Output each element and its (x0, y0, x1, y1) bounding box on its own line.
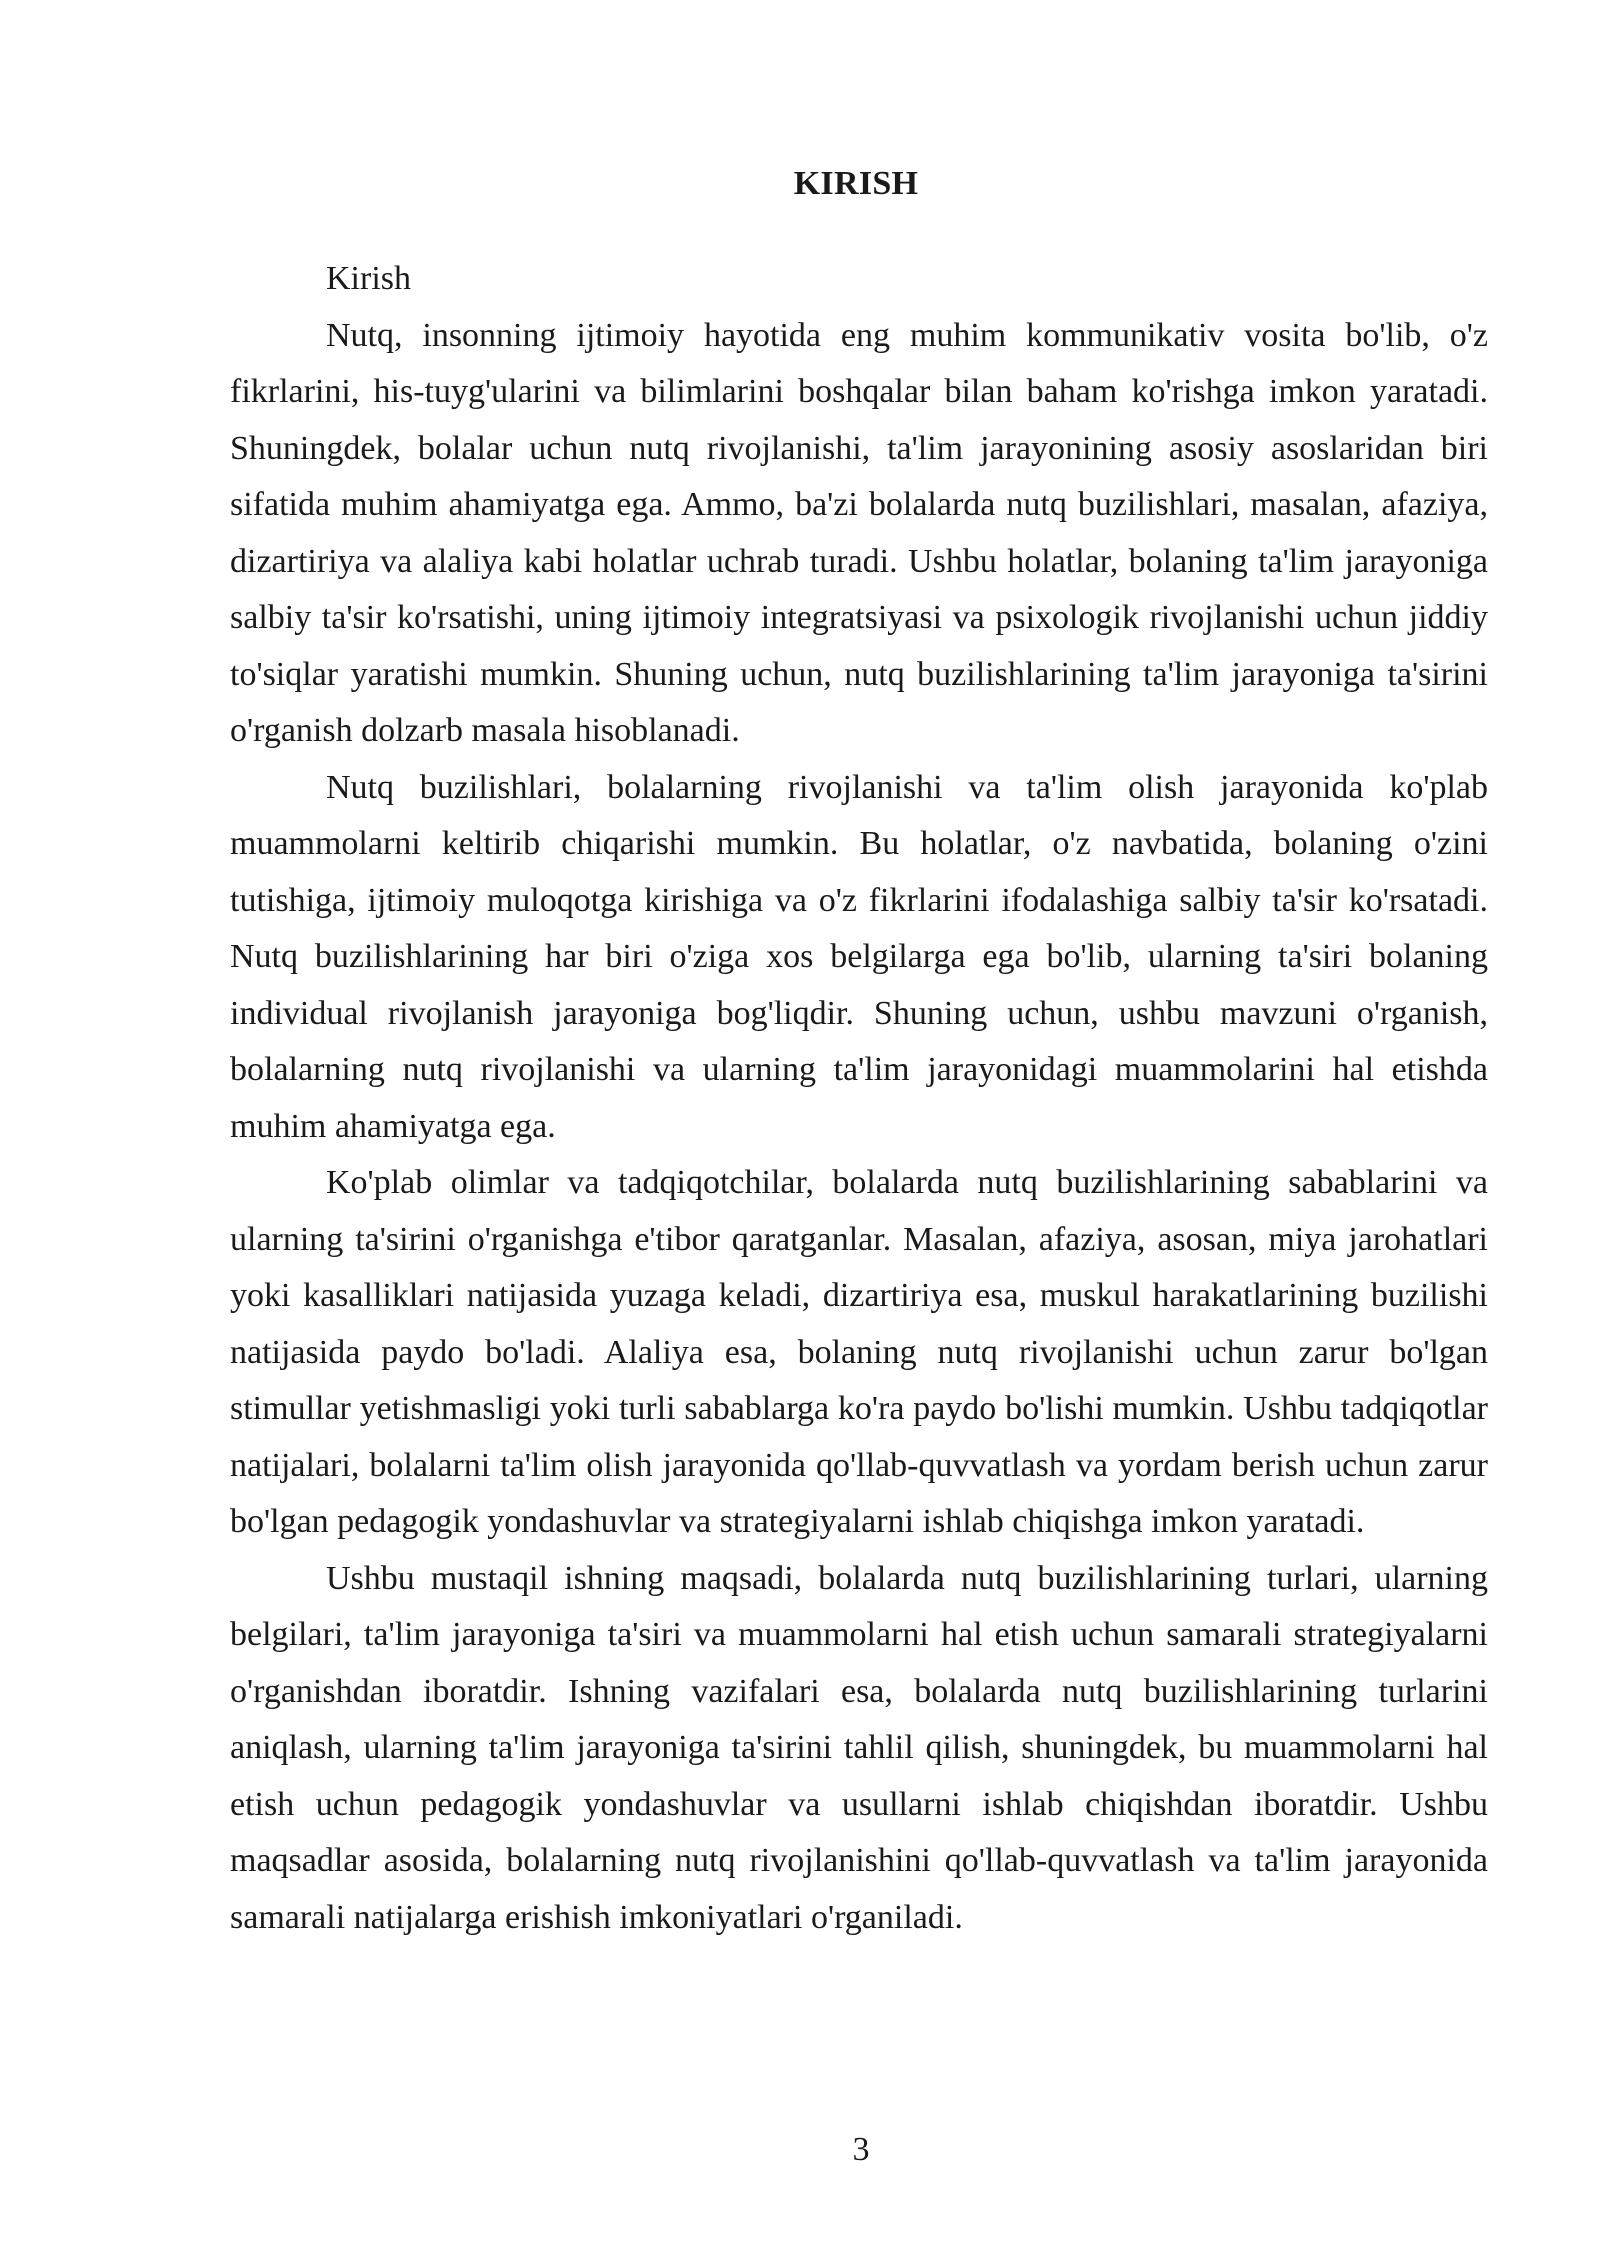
paragraph-1: Nutq, insonning ijtimoiy hayotida eng muhim kommunikativ vosita bo'lib, o'z fikrlarini, his-tuyg'ularini va bilimlarini boshqalar bilan baham ko'rishga imkon yaratadi. Shuningdek, bolalar uchun nutq rivojlanishi, ta'lim jarayonining asosiy asoslaridan biri sifatida muhim ahamiyatga ega. Ammo, ba'zi bolalarda nutq buzilishlari, masalan, afaziya, dizartiriya va alaliya kabi holatlar uchrab turadi. Ushbu holatlar, bolaning ta'lim jarayoniga salbiy ta'sir ko'rsatishi, uning ijtimoiy integratsiyasi va psixologik rivojlanishi uchun jiddiy to'siqlar yaratishi mumkin. Shuning uchun, nutq buzilishlarining ta'lim jarayoniga ta'sirini o'rganish dolzarb masala hisoblanadi. (230, 316, 1488, 749)
paragraph-3: Ko'plab olimlar va tadqiqotchilar, bolalarda nutq buzilishlarining sabablarini va ularning ta'sirini o'rganishga e'tibor qaratganlar. Masalan, afaziya, asosan, miya jarohatlari yoki kasalliklari natijasida yuzaga keladi, dizartiriya esa, muskul harakatlarining buzilishi natijasida paydo bo'ladi. Alaliya esa, bolaning nutq rivojlanishi uchun zarur bo'lgan stimullar yetishmasligi yoki turli sabablarga ko'ra paydo bo'lishi mumkin. Ushbu tadqiqotlar natijalari, bolalarni ta'lim olish jarayonida qo'llab-quvvatlash va yordam berish uchun zarur bo'lgan pedagogik yondashuvlar va strategiyalarni ishlab chiqishga imkon yaratadi. (230, 1164, 1488, 1540)
page-title: KIRISH (793, 165, 919, 202)
paragraph-2: Nutq buzilishlari, bolalarning rivojlanishi va ta'lim olish jarayonida ko'plab muammolarni keltirib chiqarishi mumkin. Bu holatlar, o'z navbatida, bolaning o'zini tutishiga, ijtimoiy muloqotga kirishiga va o'z fikrlarini ifodalashiga salbiy ta'sir ko'rsatadi. Nutq buzilishlarining har biri o'ziga xos belgilarga ega bo'lib, ularning ta'siri bolaning individual rivojlanish jarayoniga bog'liqdir. Shuning uchun, ushbu mavzuni o'rganish, bolalarning nutq rivojlanishi va ularning ta'lim jarayonidagi muammolarini hal etishda muhim ahamiyatga ega. (230, 768, 1488, 1145)
document-body (230, 251, 1488, 1946)
section-subheading: Kirish (326, 260, 411, 297)
page-number: 3 (852, 2131, 870, 2168)
paragraph-4: Ushbu mustaqil ishning maqsadi, bolalarda nutq buzilishlarining turlari, ularning belgilari, ta'lim jarayoniga ta'siri va muammolarni hal etish uchun samarali strategiyalarni o'rganishdan iboratdir. Ishning vazifalari esa, bolalarda nutq buzilishlarining turlarini aniqlash, ularning ta'lim jarayoniga ta'sirini tahlil qilish, shuningdek, bu muammolarni hal etish uchun pedagogik yondashuvlar va usullarni ishlab chiqishdan iboratdir. Ushbu maqsadlar asosida, bolalarning nutq rivojlanishini qo'llab-quvvatlash va ta'lim jarayonida samarali natijalarga erishish imkoniyatlari o'rganiladi. (230, 1559, 1488, 1936)
